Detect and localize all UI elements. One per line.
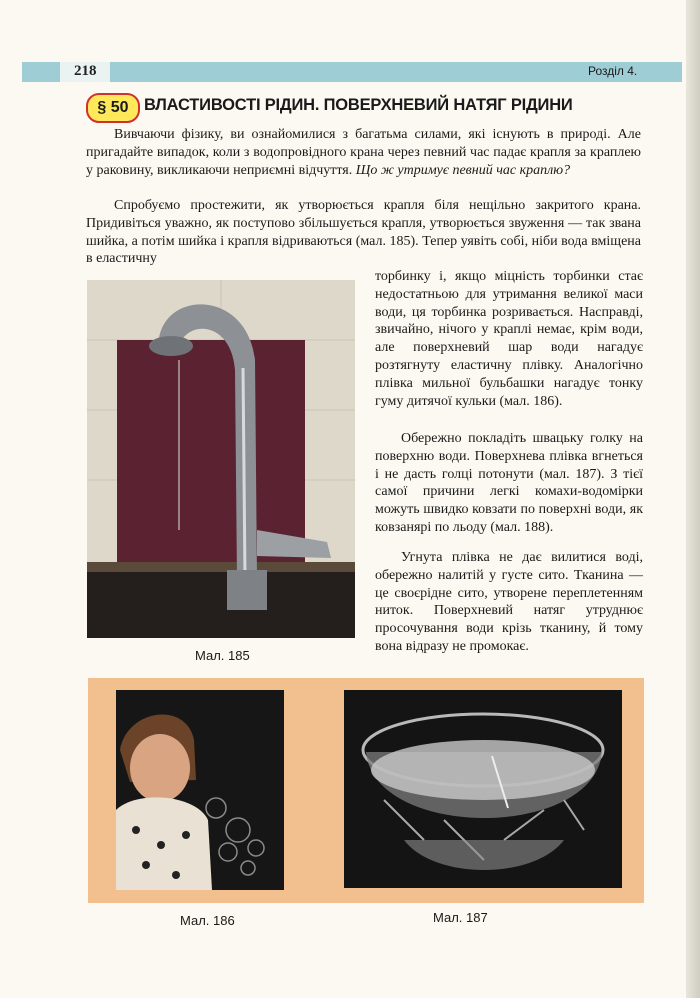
figure-186-caption: Мал. 186	[180, 913, 235, 928]
soap-bubble-child-photo	[116, 690, 284, 890]
body-paragraph-3: Обережно покладіть швацьку голку на поверхню води. Поверхнева плівка вгнеться і не дасть голці потонути (мал. 187). З тієї самої причини легкі комахи-водомірки можуть швидко ковзати по поверхні води, як ковзанярі по льоду (мал. 188).	[375, 431, 643, 535]
body-paragraph-2: Спробуємо простежити, як утворюється крапля біля нещільно закритого крана. Придивіться уважно, як поступово збільшується крапля, утворюється звуження — так звана шийка, а потім шийка і крапля відриваються (мал. 185). Тепер уявіть собі, ніби вода вміщена в еластичну	[86, 198, 641, 267]
figure-187-caption: Мал. 187	[433, 910, 488, 925]
section-label: Розділ 4.	[588, 64, 638, 78]
p1-question: Що ж утримує певний час краплю?	[355, 162, 571, 178]
body-paragraph-4: Угнута плівка не дає вилитися воді, обережно налитій у густе сито. Тканина — це своєрідне сито, утворене переплетенням ниток. Поверхневий натяг утруднює просочування води крізь тканину, й тому вона відразу не промокає.	[375, 550, 643, 654]
figure-185-caption: Мал. 185	[195, 648, 250, 663]
needle-on-water-photo	[344, 690, 622, 888]
header-bar	[22, 62, 682, 82]
page-number: 218	[74, 63, 97, 79]
faucet-photo	[87, 280, 355, 638]
body-paragraph-1	[86, 126, 641, 179]
paragraph-title: ВЛАСТИВОСТІ РІДИН. ПОВЕРХНЕВИЙ НАТЯГ РІДИНИ	[144, 96, 573, 114]
body-paragraph-2-continued: торбинку і, якщо міцність торбинки стає недостатньою для утримання великої маси води, ця торбинка розривається. Насправді, звичайно, нічого у краплі немає, крім води, але поверхневий шар води нагадує розтягнуту еластичну плівку. Аналогічно плівка мильної бульбашки нагадує тонку гуму дитячої кульки (мал. 186).	[375, 269, 643, 409]
page-edge	[686, 0, 700, 998]
paragraph-badge: § 50	[86, 93, 140, 123]
p1-text: Вивчаючи фізику, ви ознайомилися з багатьма силами, які існують в природі. Але пригадайте випадок, коли з водопровідного крана через певний час падає крапля за краплею у раковину, викликаючи неприємні відчуття.	[86, 127, 641, 178]
